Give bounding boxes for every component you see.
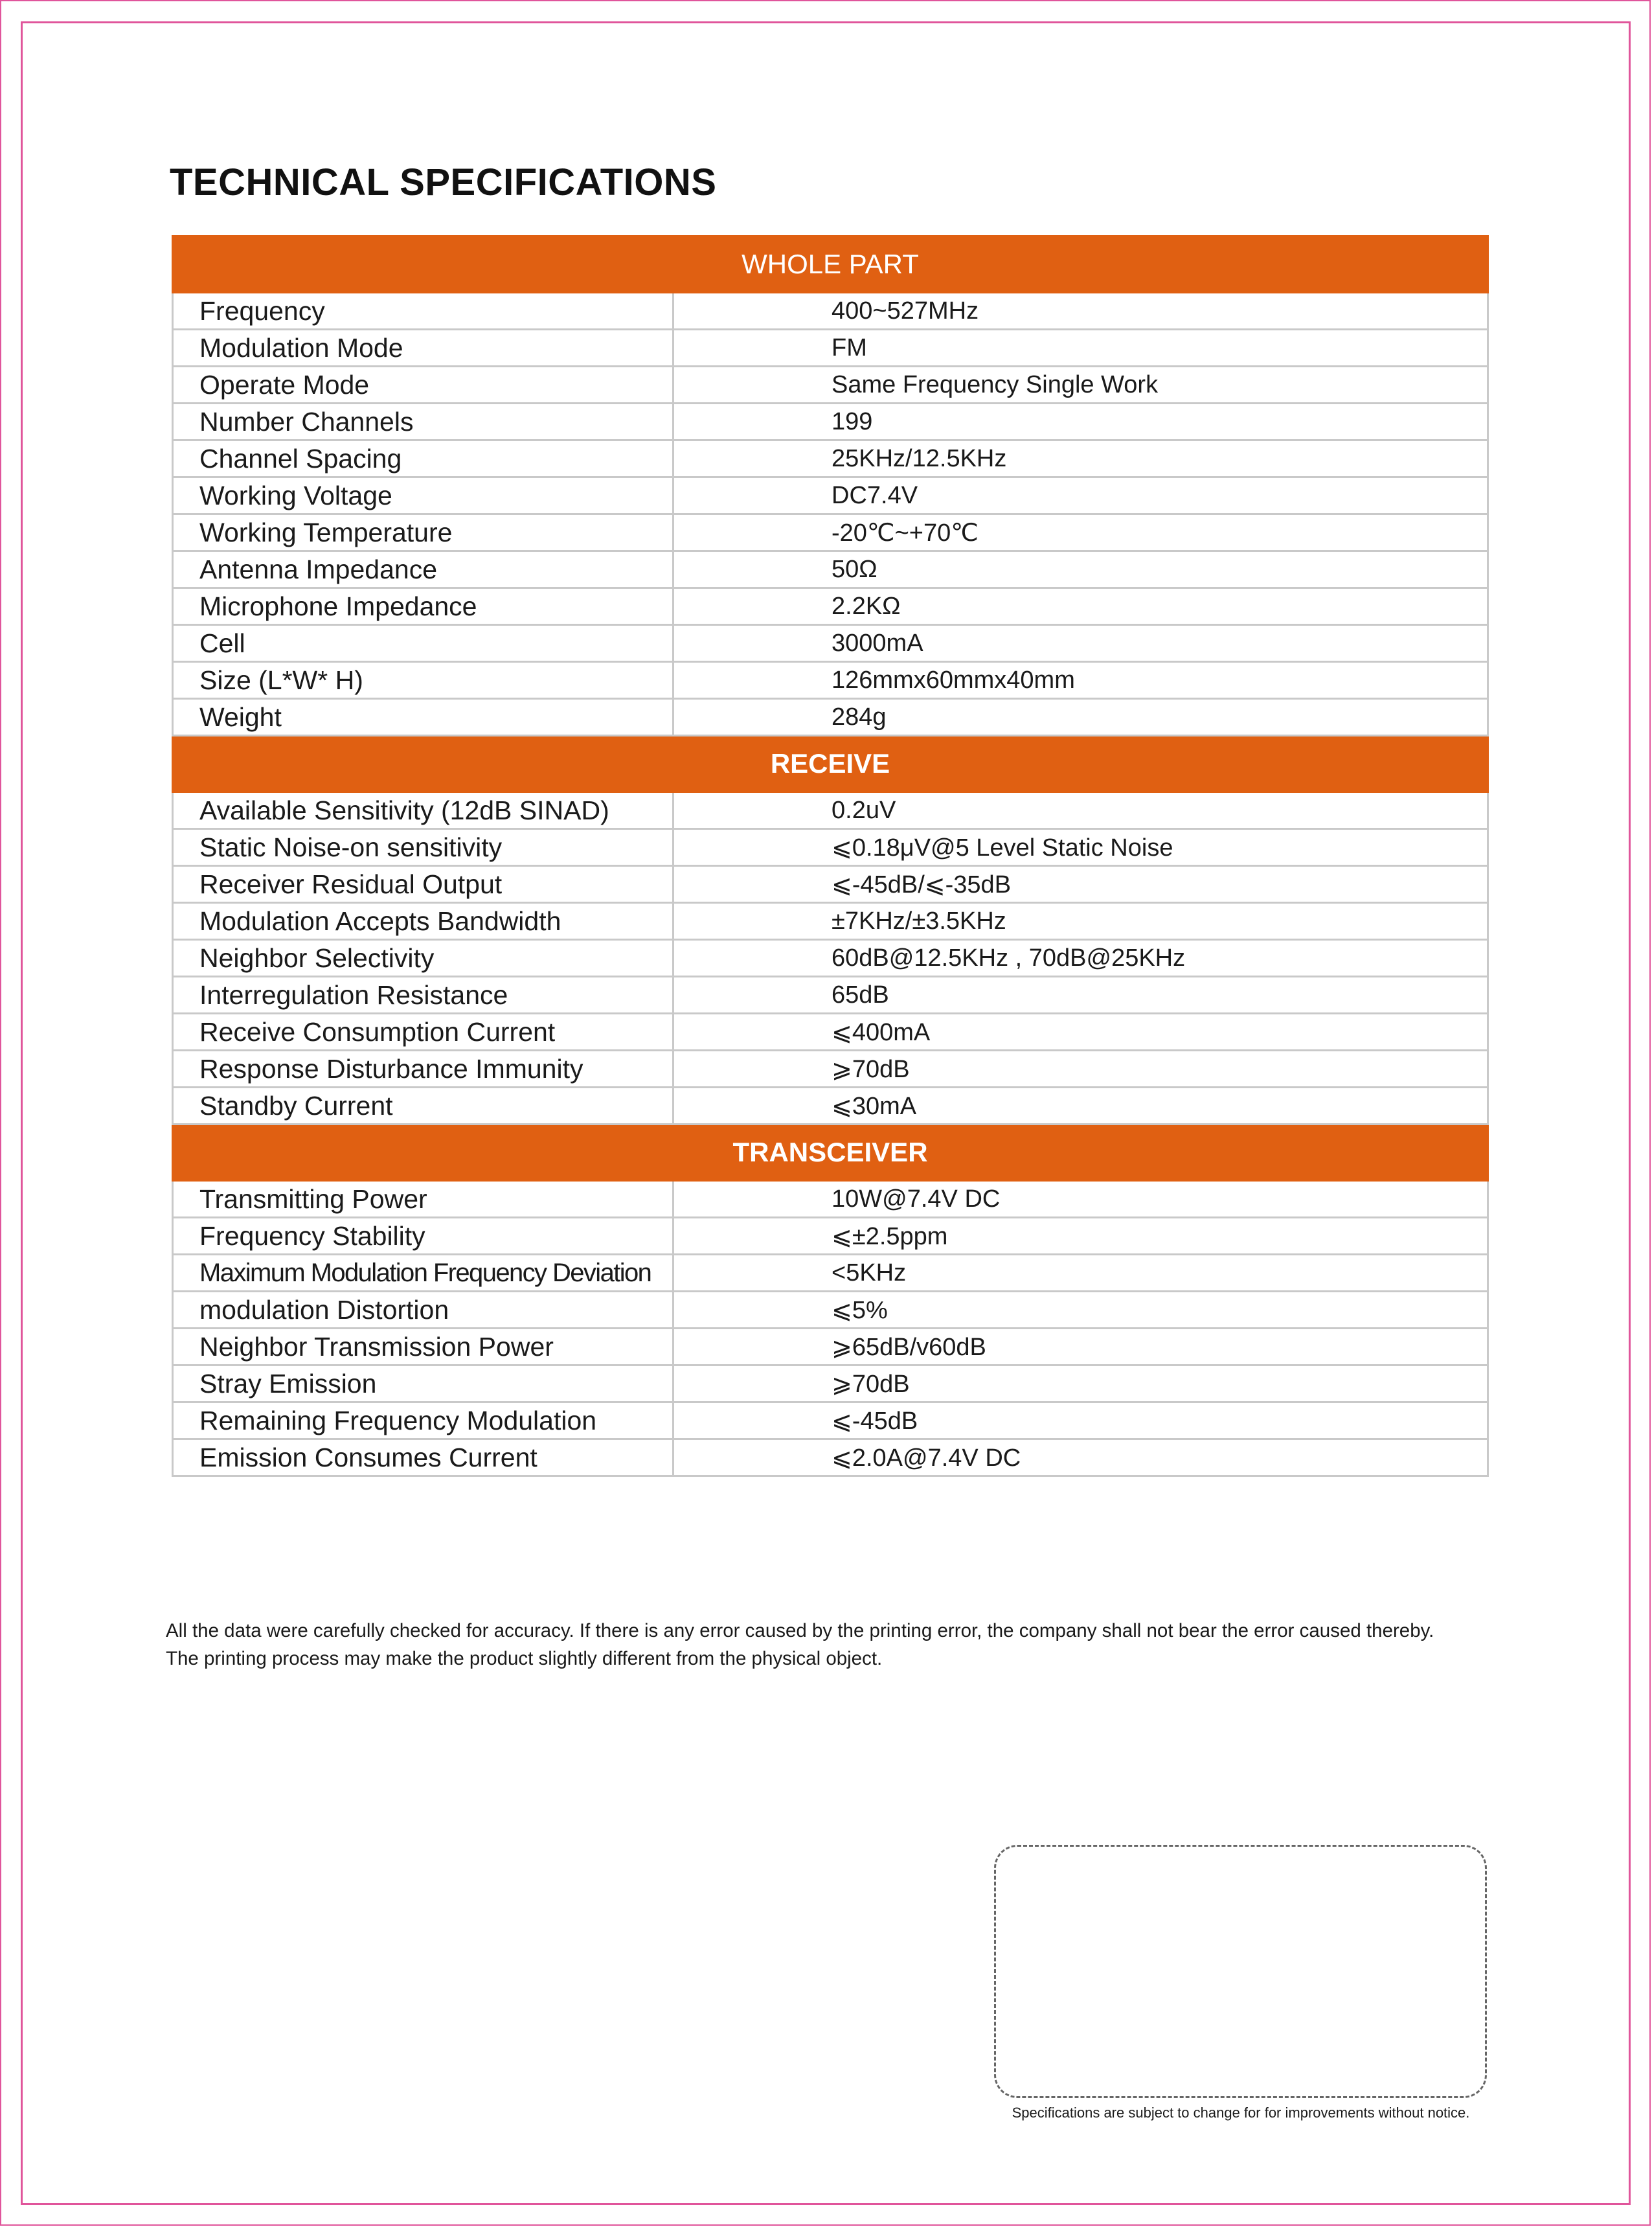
spec-value: 50Ω [673,551,1488,588]
spec-value: ⩽2.0A@7.4V DC [673,1439,1488,1476]
table-row [173,940,1488,977]
table-row [173,367,1488,404]
table-row [173,1402,1488,1439]
spec-value: 65dB [673,977,1488,1014]
table-row [173,1014,1488,1051]
spec-value: 2.2KΩ [673,588,1488,625]
spec-value: <5KHz [673,1255,1488,1292]
spec-label: Receive Consumption Current [173,1014,673,1051]
spec-label: Antenna Impedance [173,551,673,588]
table-row [173,903,1488,940]
section-heading: TRANSCEIVER [173,1125,1488,1181]
spec-label: Modulation Mode [173,330,673,367]
spec-label: Available Sensitivity (12dB SINAD) [173,792,673,829]
disclaimer-line: All the data were carefully checked for accuracy. If there is any error caused by the printing error, the company shall not bear the error caused thereby. [166,1620,1434,1641]
footnote: Specifications are subject to change for for improvements without notice. [1012,2105,1470,2121]
table-row [173,699,1488,736]
spec-label: Standby Current [173,1088,673,1125]
spec-label: Transmitting Power [173,1181,673,1218]
spec-label: Modulation Accepts Bandwidth [173,903,673,940]
spec-table [172,235,1489,1477]
page-title: TECHNICAL SPECIFICATIONS [170,161,717,203]
spec-value: ⩾70dB [673,1365,1488,1402]
table-row [173,440,1488,477]
table-row [173,662,1488,699]
table-row [173,1218,1488,1255]
spec-value: ⩽30mA [673,1088,1488,1125]
table-row [173,1088,1488,1125]
spec-value: ⩽-45dB/⩽-35dB [673,866,1488,903]
spec-label: Stray Emission [173,1365,673,1402]
spec-label: Remaining Frequency Modulation [173,1402,673,1439]
section-header-row [173,736,1488,792]
table-row [173,477,1488,514]
table-row [173,514,1488,551]
spec-label: Emission Consumes Current [173,1439,673,1476]
spec-value: 3000mA [673,625,1488,662]
spec-value: 284g [673,699,1488,736]
table-row [173,1365,1488,1402]
spec-value: ⩽400mA [673,1014,1488,1051]
table-row [173,792,1488,829]
spec-value: Same Frequency Single Work [673,367,1488,404]
table-row [173,330,1488,367]
spec-label: modulation Distortion [173,1292,673,1329]
section-heading: RECEIVE [173,736,1488,792]
spec-value: FM [673,330,1488,367]
section-heading: WHOLE PART [173,236,1488,293]
section-header-row [173,1125,1488,1181]
table-row [173,977,1488,1014]
table-row [173,1329,1488,1365]
spec-label: Microphone Impedance [173,588,673,625]
spec-value: ⩽5% [673,1292,1488,1329]
table-row [173,1181,1488,1218]
table-row [173,1255,1488,1292]
disclaimer-line: The printing process may make the product slightly different from the physical object. [166,1648,883,1669]
spec-value: 25KHz/12.5KHz [673,440,1488,477]
table-row [173,551,1488,588]
spec-value: ⩽±2.5ppm [673,1218,1488,1255]
spec-label: Working Temperature [173,514,673,551]
table-row [173,1439,1488,1476]
disclaimer [166,1617,1500,1673]
spec-value: ±7KHz/±3.5KHz [673,903,1488,940]
spec-value: 10W@7.4V DC [673,1181,1488,1218]
table-row [173,866,1488,903]
table-row [173,404,1488,440]
spec-value: 126mmx60mmx40mm [673,662,1488,699]
spec-label: Frequency [173,293,673,330]
spec-label: Cell [173,625,673,662]
table-row [173,1292,1488,1329]
spec-label: Neighbor Transmission Power [173,1329,673,1365]
spec-value: 0.2uV [673,792,1488,829]
spec-value: ⩽0.18μV@5 Level Static Noise [673,829,1488,866]
spec-label: Weight [173,699,673,736]
spec-value: DC7.4V [673,477,1488,514]
spec-label: Response Disturbance Immunity [173,1051,673,1088]
spec-label: Receiver Residual Output [173,866,673,903]
spec-value: 199 [673,404,1488,440]
table-row [173,625,1488,662]
spec-label: Number Channels [173,404,673,440]
table-row [173,293,1488,330]
stamp-box [994,1845,1487,2098]
spec-value: ⩾70dB [673,1051,1488,1088]
spec-label: Size (L*W* H) [173,662,673,699]
table-row [173,588,1488,625]
table-row [173,829,1488,866]
spec-value: 60dB@12.5KHz , 70dB@25KHz [673,940,1488,977]
section-header-row [173,236,1488,293]
spec-label: Frequency Stability [173,1218,673,1255]
spec-label: Static Noise-on sensitivity [173,829,673,866]
spec-value: -20℃~+70℃ [673,514,1488,551]
spec-label: Channel Spacing [173,440,673,477]
spec-label: Neighbor Selectivity [173,940,673,977]
spec-value: ⩽-45dB [673,1402,1488,1439]
spec-label: Operate Mode [173,367,673,404]
spec-label: Maximum Modulation Frequency Deviation [173,1255,673,1292]
spec-label: Interregulation Resistance [173,977,673,1014]
spec-value: 400~527MHz [673,293,1488,330]
spec-label: Working Voltage [173,477,673,514]
spec-value: ⩾65dB/v60dB [673,1329,1488,1365]
table-row [173,1051,1488,1088]
